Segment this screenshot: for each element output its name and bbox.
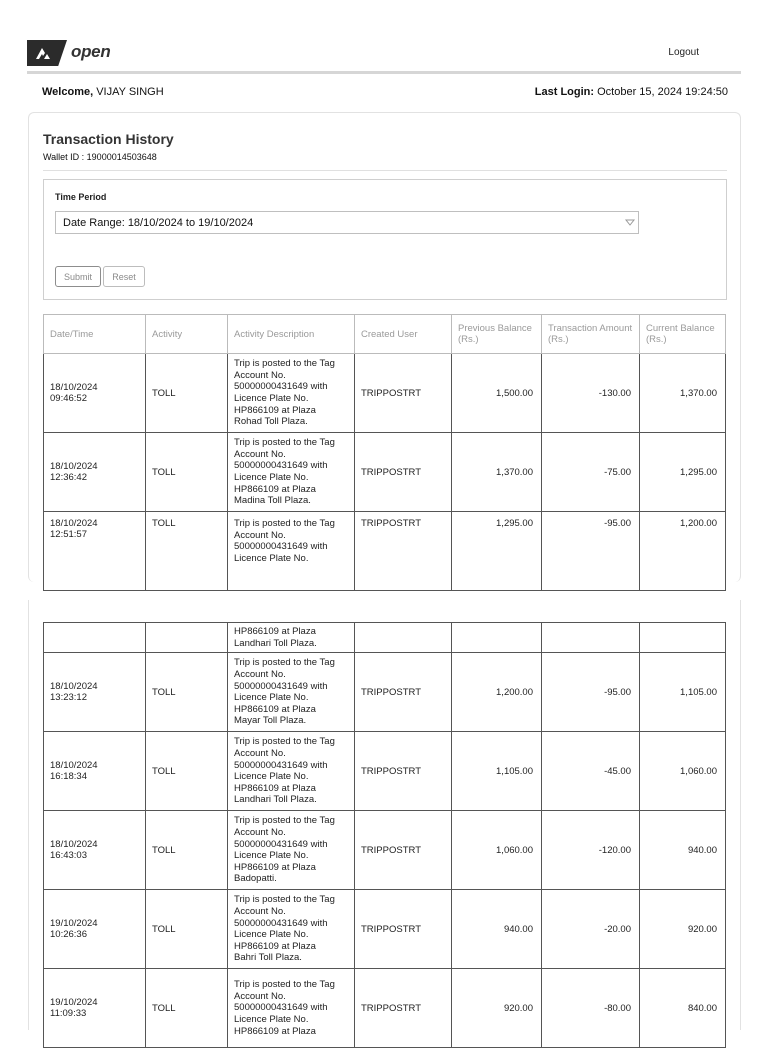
time-value: 12:36:42 [50,472,87,483]
time-value: 10:26:36 [50,929,87,941]
description-line: Licence Plate No. [234,692,309,704]
cell-date-time [44,623,146,653]
previous-balance-value: 920.00 [503,1002,533,1014]
cell-created-user [355,623,452,653]
time-value: 16:18:34 [50,771,87,783]
description-line: HP866109 at Plaza [234,626,316,637]
current-balance-value: 1,105.00 [680,686,717,698]
description-line: Landhari Toll Plaza. [234,794,317,806]
reset-button[interactable]: Reset [103,266,145,287]
description-line: Licence Plate No. [234,771,309,783]
created-user-value: TRIPPOSTRT [361,844,421,856]
description-line: Trip is posted to the Tag [234,815,335,827]
activity-value: TOLL [152,466,176,478]
cell-previous-balance [452,732,542,811]
cell-previous-balance [452,623,542,653]
transaction-amount-value: -75.00 [604,466,631,478]
date-value: 18/10/2024 [50,839,98,851]
cell-activity [146,623,228,653]
header-previous-balance: Previous Balance (Rs.) [452,315,542,354]
cell-date-time [44,512,146,591]
description-line: HP866109 at Plaza [234,703,316,715]
previous-balance-value: 1,370.00 [496,466,533,478]
cell-created-user [355,433,452,512]
description-line: Bahri Toll Plaza. [234,952,302,964]
cell-date-time [44,811,146,890]
cell-activity-description [228,811,355,890]
table-row [44,653,726,732]
cell-activity-description [228,354,355,433]
cell-created-user [355,969,452,1048]
cell-transaction-amount [542,969,640,1048]
cell-current-balance [640,969,726,1048]
cell-previous-balance [452,811,542,890]
cell-transaction-amount [542,732,640,811]
description-line: Licence Plate No. [234,1013,309,1025]
time-value: 09:46:52 [50,393,87,404]
previous-balance-value: 1,295.00 [496,518,533,529]
current-balance-value: 920.00 [687,923,717,935]
time-period-label: Time Period [55,192,107,202]
cell-previous-balance [452,354,542,433]
description-line: 50000000431649 with [234,838,328,850]
table-row [44,433,726,512]
description-line: Account No. [234,369,286,381]
table-row [44,623,726,653]
cell-activity [146,890,228,969]
date-value: 18/10/2024 [50,382,98,393]
description-line: Trip is posted to the Tag [234,437,335,449]
cell-transaction-amount [542,623,640,653]
description-line: Account No. [234,906,286,917]
description-line: HP866109 at Plaza [234,940,316,952]
activity-value: TOLL [152,518,176,529]
cell-previous-balance [452,890,542,969]
cell-activity-description [228,433,355,512]
cell-date-time [44,653,146,732]
cell-activity [146,732,228,811]
cell-transaction-amount [542,354,640,433]
current-balance-value: 940.00 [687,844,717,856]
description-line: Mayar Toll Plaza. [234,715,307,727]
cell-activity [146,512,228,591]
description-line: Licence Plate No. [234,929,309,941]
cell-activity-description [228,969,355,1048]
transactions-table-continued [43,622,726,1048]
activity-value: TOLL [152,765,176,777]
cell-activity-description [228,653,355,732]
created-user-value: TRIPPOSTRT [361,466,421,478]
time-value: 12:51:57 [50,529,87,540]
cell-transaction-amount [542,433,640,512]
header-activity: Activity [146,315,228,354]
cell-activity [146,811,228,890]
description-line: Account No. [234,448,286,460]
cell-created-user [355,354,452,433]
description-line: Account No. [234,748,286,759]
description-line: 50000000431649 with [234,541,328,553]
logout-link[interactable]: Logout [668,47,699,58]
date-value: 18/10/2024 [50,518,98,529]
description-line: HP866109 at Plaza [234,1025,316,1037]
time-value: 11:09:33 [50,1008,87,1020]
cell-previous-balance [452,653,542,732]
description-line: 50000000431649 with [234,759,328,771]
cell-date-time [44,969,146,1048]
cell-previous-balance [452,969,542,1048]
current-balance-value: 1,060.00 [680,765,717,777]
activity-value: TOLL [152,387,176,399]
activity-value: TOLL [152,844,176,856]
cell-date-time [44,354,146,433]
current-balance-value: 1,370.00 [680,387,717,399]
cell-current-balance [640,623,726,653]
brand-name: open [71,42,111,61]
description-line: Licence Plate No. [234,393,309,404]
date-value: 19/10/2024 [50,997,98,1009]
cell-previous-balance [452,512,542,591]
description-line: Trip is posted to the Tag [234,657,335,669]
date-value: 18/10/2024 [50,681,98,693]
transaction-amount-value: -20.00 [604,923,631,935]
cell-transaction-amount [542,890,640,969]
last-login-label: Last Login: [534,86,595,98]
transaction-amount-value: -130.00 [598,387,631,399]
table-row [44,512,726,591]
cell-created-user [355,890,452,969]
cell-created-user [355,512,452,591]
wallet-id: Wallet ID : 19000014503648 [43,152,157,162]
cell-activity [146,653,228,732]
transaction-amount-value: -120.00 [598,844,631,856]
description-line: 50000000431649 with [234,680,328,692]
cell-activity-description [228,890,355,969]
cell-current-balance [640,890,726,969]
cell-activity [146,354,228,433]
header-current-balance: Current Balance (Rs.) [640,315,726,354]
cell-current-balance [640,512,726,591]
activity-value: TOLL [152,1002,176,1014]
description-line: Licence Plate No. [234,552,309,564]
table-row [44,732,726,811]
description-line: Madina Toll Plaza. [234,495,311,507]
cell-transaction-amount [542,512,640,591]
description-line: Licence Plate No. [234,850,309,862]
description-line: Licence Plate No. [234,472,309,483]
description-line: Trip is posted to the Tag [234,979,335,991]
time-period-selected: Date Range: 18/10/2024 to 19/10/2024 [63,217,254,229]
description-line: Badopatti. [234,873,277,885]
cell-date-time [44,433,146,512]
description-line: 50000000431649 with [234,1002,328,1014]
transaction-amount-value: -80.00 [604,1002,631,1014]
description-line: HP866109 at Plaza [234,404,316,416]
previous-balance-value: 1,200.00 [496,686,533,698]
description-line: Trip is posted to the Tag [234,736,335,748]
cell-transaction-amount [542,653,640,732]
description-line: 50000000431649 with [234,460,328,472]
transactions-table [43,314,726,591]
header-transaction-amount: Transaction Amount (Rs.) [542,315,640,354]
description-line: HP866109 at Plaza [234,483,316,495]
submit-button[interactable]: Submit [55,266,101,287]
cell-transaction-amount [542,811,640,890]
current-balance-value: 840.00 [687,1002,717,1014]
description-line: 50000000431649 with [234,381,328,393]
cell-created-user [355,653,452,732]
table-row [44,354,726,433]
current-balance-value: 1,295.00 [680,466,717,478]
time-value: 16:43:03 [50,850,87,862]
transaction-amount-value: -45.00 [604,765,631,777]
created-user-value: TRIPPOSTRT [361,923,421,935]
cell-date-time [44,890,146,969]
header-activity-description: Activity Description [228,315,355,354]
description-line: Rohad Toll Plaza. [234,416,308,428]
date-value: 18/10/2024 [50,760,98,772]
description-line: Account No. [234,990,286,1002]
cell-current-balance [640,653,726,732]
cell-current-balance [640,732,726,811]
description-line: Trip is posted to the Tag [234,518,335,529]
table-row [44,969,726,1048]
cell-current-balance [640,433,726,512]
cell-activity [146,433,228,512]
cell-activity [146,969,228,1048]
transaction-amount-value: -95.00 [604,686,631,698]
cell-current-balance [640,354,726,433]
description-line: HP866109 at Plaza [234,782,316,794]
description-line: Account No. [234,669,286,680]
created-user-value: TRIPPOSTRT [361,387,421,399]
welcome-label: Welcome, [42,86,94,98]
cell-previous-balance [452,433,542,512]
previous-balance-value: 1,105.00 [496,765,533,777]
description-line: HP866109 at Plaza [234,861,316,873]
description-line: Account No. [234,529,286,541]
description-line: Trip is posted to the Tag [234,894,335,906]
table-header-row [44,315,726,354]
last-login-value: October 15, 2024 19:24:50 [597,86,728,98]
header-date-time: Date/Time [44,315,146,354]
current-balance-value: 1,200.00 [680,518,717,529]
cell-date-time [44,732,146,811]
cell-current-balance [640,811,726,890]
created-user-value: TRIPPOSTRT [361,518,421,529]
date-value: 19/10/2024 [50,918,98,930]
cell-created-user [355,811,452,890]
cell-activity-description [228,512,355,591]
user-name: VIJAY SINGH [96,86,164,98]
previous-balance-value: 1,060.00 [496,844,533,856]
activity-value: TOLL [152,686,176,698]
transaction-amount-value: -95.00 [604,518,631,529]
description-line: Trip is posted to the Tag [234,358,335,370]
header-created-user: Created User [355,315,452,354]
description-line: Account No. [234,827,286,838]
table-viewport-bottom [0,622,768,1037]
activity-value: TOLL [152,923,176,935]
previous-balance-value: 940.00 [503,923,533,935]
description-line: 50000000431649 with [234,917,328,929]
previous-balance-value: 1,500.00 [496,387,533,399]
table-row [44,811,726,890]
created-user-value: TRIPPOSTRT [361,686,421,698]
page-title: Transaction History [43,131,174,147]
date-value: 18/10/2024 [50,461,98,472]
created-user-value: TRIPPOSTRT [361,765,421,777]
cell-activity-description [228,623,355,653]
table-row [44,890,726,969]
time-value: 13:23:12 [50,692,87,704]
cell-activity-description [228,732,355,811]
cell-created-user [355,732,452,811]
created-user-value: TRIPPOSTRT [361,1002,421,1014]
description-line: Landhari Toll Plaza. [234,637,317,649]
